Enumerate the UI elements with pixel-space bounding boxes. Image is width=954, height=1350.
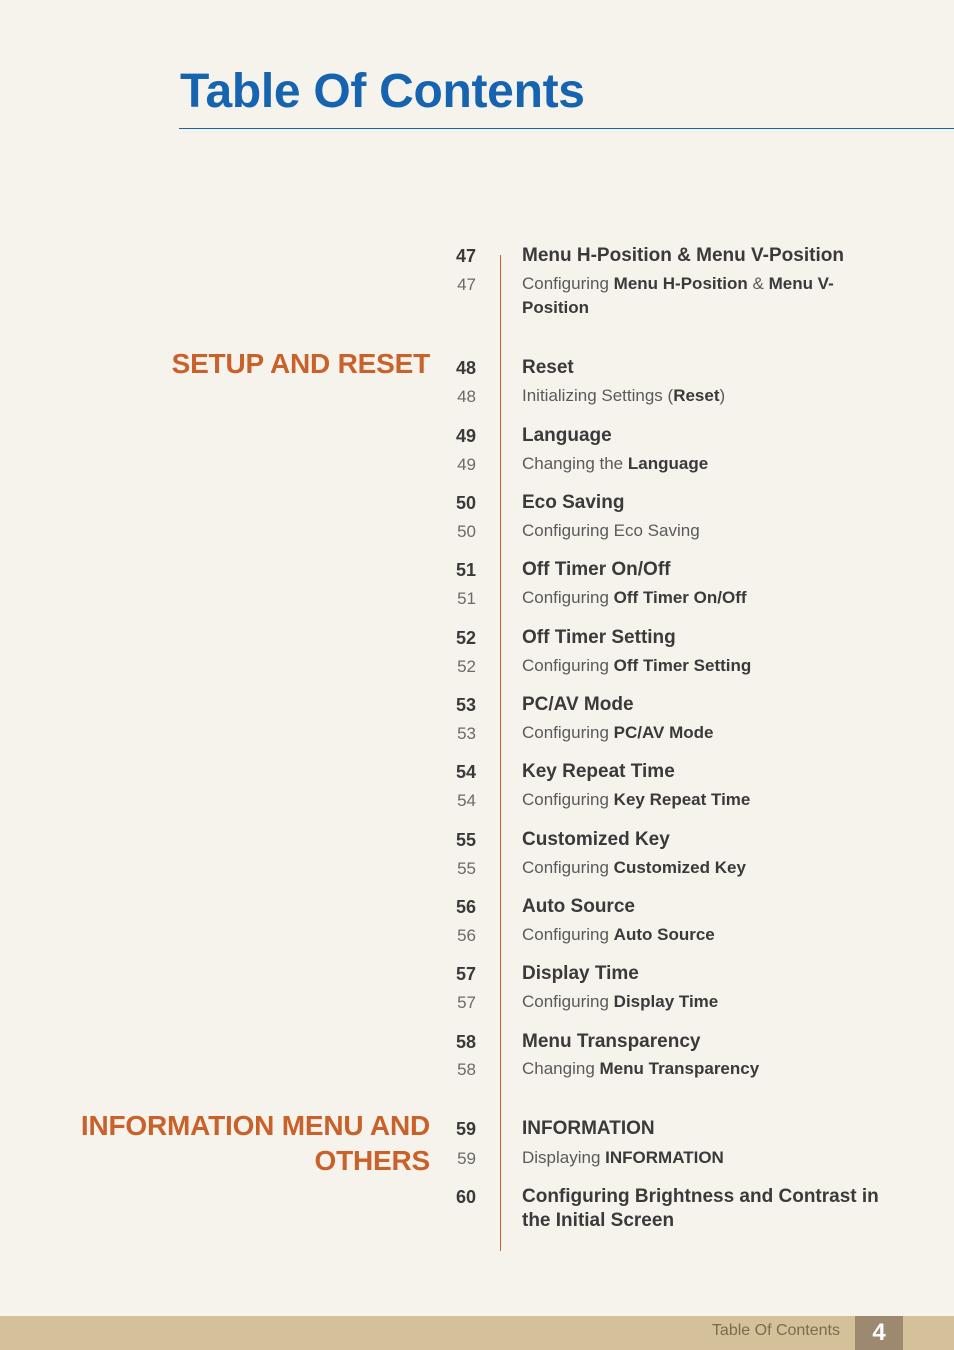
toc-entry-text: Menu Transparency	[522, 1031, 701, 1052]
toc-entry-text: Menu H-Position & Menu V-Position	[522, 245, 844, 266]
toc-entry-emphasis: Off Timer On/Off	[613, 588, 747, 607]
toc-page-number: 55	[457, 859, 476, 878]
toc-page-number: 58	[455, 1032, 476, 1052]
footer-page-number: 4	[855, 1316, 903, 1350]
toc-entry-fragment: Configuring	[522, 723, 614, 742]
toc-entry-fragment: Displaying	[522, 1148, 606, 1167]
section-title-line: INFORMATION MENU AND	[80, 1110, 430, 1141]
toc-page-number: 59	[455, 1119, 476, 1139]
toc-page-number: 47	[455, 246, 476, 266]
toc-page-number: 50	[457, 522, 476, 541]
toc-entry-text	[522, 990, 882, 1014]
toc-entry-emphasis: Menu H-Position	[613, 274, 748, 293]
toc-entry-fragment: Configuring	[522, 790, 614, 809]
toc-entry-fragment: Initializing Settings (	[522, 386, 674, 405]
toc-entry-fragment: Configuring	[522, 656, 614, 675]
toc-entry-emphasis: Menu V-Position	[522, 274, 834, 317]
toc-entry-text: Customized Key	[522, 829, 670, 850]
toc-page-number: 57	[457, 993, 476, 1012]
toc-entry-fragment: Changing	[522, 1059, 600, 1078]
toc-page-number: 48	[457, 387, 476, 406]
toc-page-number: 54	[457, 791, 476, 810]
toc-entry-text	[522, 788, 882, 812]
toc-entry-text: Eco Saving	[522, 492, 625, 513]
toc-entry-text: Auto Source	[522, 896, 635, 917]
toc-entry-text	[522, 923, 882, 947]
toc-entry-text	[522, 586, 882, 610]
toc-entry-text	[522, 519, 882, 543]
toc-page-number: 50	[455, 493, 476, 513]
toc-page-number: 51	[457, 589, 476, 608]
toc-entry-text: Reset	[522, 357, 574, 378]
footer-bar	[0, 1316, 954, 1350]
toc-page-number: 47	[457, 275, 476, 294]
toc-entry-text: Language	[522, 425, 612, 446]
toc-entry-fragment: &	[747, 274, 769, 293]
toc-page-number: 49	[457, 455, 476, 474]
toc-entry-emphasis: Customized Key	[613, 858, 746, 877]
footer-label: Table Of Contents	[711, 1322, 840, 1339]
toc-page-number: 60	[455, 1187, 476, 1207]
toc-page-number: 59	[457, 1149, 476, 1168]
toc-entry-emphasis: Reset	[673, 386, 720, 405]
toc-entry-text	[522, 452, 882, 476]
toc-entry-fragment: Configuring	[522, 992, 614, 1011]
toc-entry-fragment: )	[719, 386, 726, 405]
section-title-line: SETUP AND RESET	[171, 348, 430, 379]
toc-entry-text	[522, 721, 882, 745]
toc-entry-text: Display Time	[522, 963, 639, 984]
toc-page-number: 53	[455, 695, 476, 715]
toc-entry-text	[522, 272, 882, 320]
page-title: Table Of Contents	[180, 65, 585, 118]
toc-entry-emphasis: PC/AV Mode	[613, 723, 714, 742]
toc-entry-text: PC/AV Mode	[522, 694, 634, 715]
toc-page-number: 48	[455, 358, 476, 378]
toc-entry-emphasis: Off Timer Setting	[613, 656, 752, 675]
toc-entry-fragment: Configuring	[522, 858, 614, 877]
toc-page-number: 58	[457, 1060, 476, 1079]
toc-entry-text	[522, 384, 882, 408]
toc-entry-text: Key Repeat Time	[522, 761, 675, 782]
toc-entry-emphasis: Display Time	[613, 992, 719, 1011]
toc-entry-fragment: Configuring	[522, 274, 614, 293]
toc-page-number: 56	[457, 926, 476, 945]
toc-entry-fragment: Configuring	[522, 588, 614, 607]
toc-entry-text	[522, 856, 882, 880]
toc-entry-text: Off Timer Setting	[522, 627, 676, 648]
toc-page-number: 52	[455, 628, 476, 648]
toc-entry-emphasis: Menu Transparency	[599, 1059, 760, 1078]
toc-entry-emphasis: Language	[627, 454, 709, 473]
toc-entry-text	[522, 1057, 882, 1081]
toc-entry-emphasis: Auto Source	[613, 925, 715, 944]
toc-page-number: 51	[455, 560, 476, 580]
toc-entry-fragment: Configuring Eco Saving	[522, 521, 700, 540]
toc-entry-text: INFORMATION	[522, 1118, 655, 1139]
toc-entry-text	[522, 654, 882, 678]
toc-entry-fragment: Changing the	[522, 454, 628, 473]
toc-entry-emphasis: INFORMATION	[605, 1148, 724, 1167]
toc-entry-fragment: Configuring	[522, 925, 614, 944]
toc-page-number: 49	[455, 426, 476, 446]
toc-entry-emphasis: Key Repeat Time	[613, 790, 751, 809]
toc-entry-text	[522, 1146, 882, 1170]
toc-page-number: 57	[455, 964, 476, 984]
section-title-line: OTHERS	[314, 1145, 430, 1176]
toc-page-number: 55	[455, 830, 476, 850]
toc-page-number: 54	[455, 762, 476, 782]
toc-page-number: 56	[455, 897, 476, 917]
toc-entry-text: Configuring Brightness and Contrast in the Initial Screen	[522, 1186, 879, 1231]
toc-page-number: 53	[457, 724, 476, 743]
toc-entry-text: Off Timer On/Off	[522, 559, 671, 580]
toc-page-number: 52	[457, 657, 476, 676]
